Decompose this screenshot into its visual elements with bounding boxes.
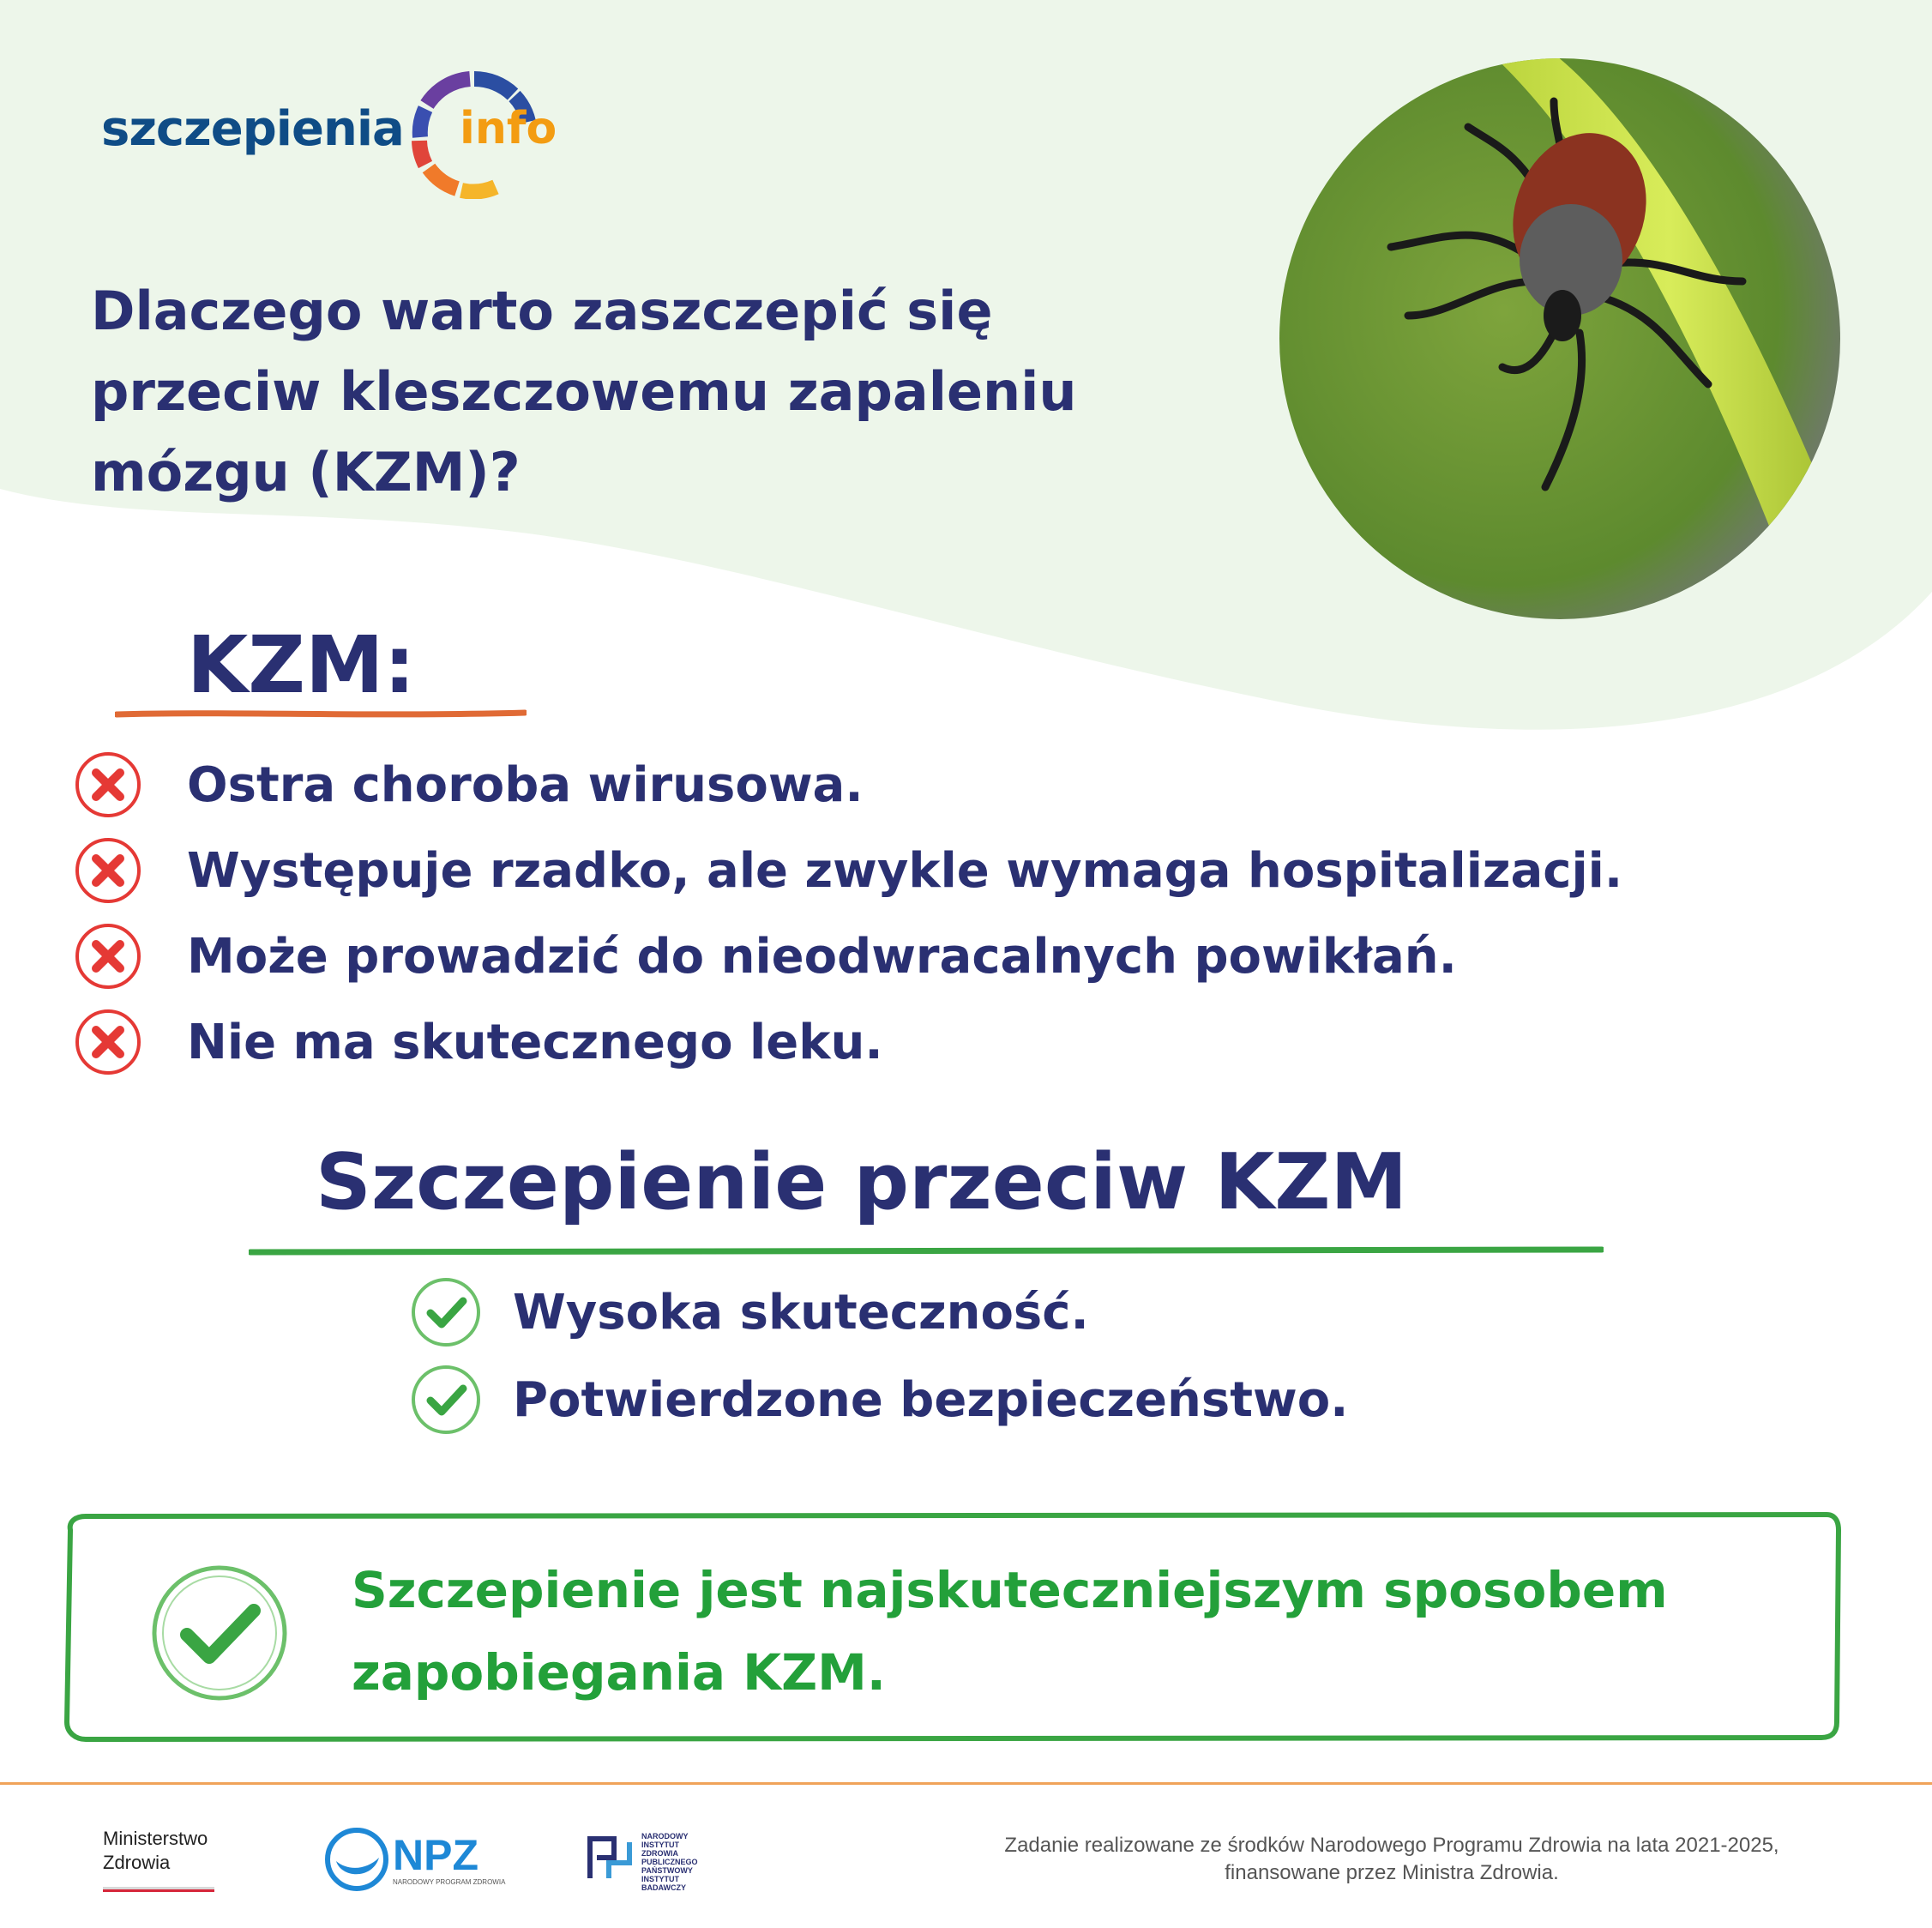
list-item-text: Występuje rzadko, ale zwykle wymaga hospitalizacji. [187, 842, 1623, 899]
check-icon [151, 1564, 288, 1702]
check-icon [410, 1276, 482, 1348]
list-item-text: Nie ma skutecznego leku. [187, 1014, 883, 1070]
cross-icon [74, 1008, 142, 1076]
cross-icon [74, 836, 142, 905]
nizp-logo-text: NARODOWY INSTYTUT ZDROWIA PUBLICZNEGO PAŃSTWOWY INSTYTUT BADAWCZY [641, 1832, 698, 1892]
ministry-logo [103, 1827, 223, 1892]
list-item [410, 1364, 1349, 1437]
npz-subtitle: NARODOWY PROGRAM ZDROWIA [393, 1878, 506, 1886]
list-item [74, 919, 1457, 993]
list-item [74, 834, 1623, 907]
callout-text: Szczepienie jest najskuteczniejszym sposobem zapobiegania KZM. [352, 1561, 1668, 1702]
logo-main-text: szczepienia [101, 101, 404, 157]
npz-logo-text: NPZ [393, 1831, 478, 1879]
list-item-text: Potwierdzone bezpieczeństwo. [513, 1372, 1349, 1428]
list-item-text: Wysoka skuteczność. [513, 1285, 1089, 1341]
kzm-heading: KZM: [187, 619, 416, 711]
list-item-text: Ostra choroba wirusowa. [187, 756, 864, 813]
list-item-text: Może prowadzić do nieodwracalnych powikłań. [187, 928, 1457, 985]
cross-icon [74, 922, 142, 991]
check-icon [410, 1364, 482, 1436]
npz-logo-icon [324, 1827, 389, 1892]
logo-wordmark [101, 101, 404, 157]
footer-note: Zadanie realizowane ze środków Narodowego Programu Zdrowia na lata 2021-2025, finansowane przez Ministra Zdrowia. [1004, 1834, 1779, 1884]
footer-divider [0, 1782, 1932, 1785]
ministry-name: Ministerstwo Zdrowia [103, 1828, 208, 1873]
list-item [74, 748, 864, 822]
list-item [74, 1005, 883, 1079]
vaccine-underline [249, 1245, 1604, 1259]
vaccine-list [410, 1276, 1696, 1448]
tick-photo [1279, 58, 1840, 619]
logo-info-text: info [460, 103, 557, 154]
page-title: Dlaczego warto zaszczepić się przeciw kleszczowemu zapaleniu mózgu (KZM)? [91, 280, 1077, 503]
list-item [410, 1276, 1089, 1350]
nizp-logo-icon [585, 1832, 636, 1883]
vaccine-heading: Szczepienie przeciw KZM [316, 1137, 1408, 1227]
kzm-underline [115, 708, 527, 720]
kzm-list [74, 748, 1703, 1108]
cross-icon [74, 750, 142, 819]
